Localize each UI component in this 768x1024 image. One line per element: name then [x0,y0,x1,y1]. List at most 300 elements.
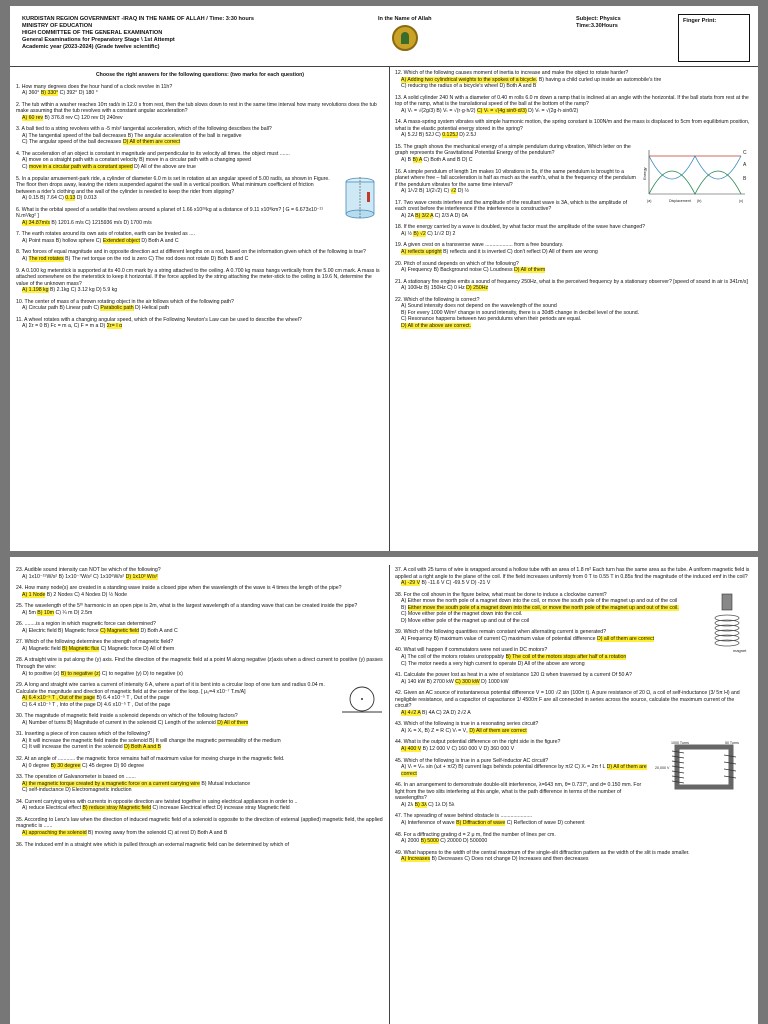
x-axis-label: (a) [647,198,652,203]
question-text: 42. Given an AC source of instantaneous potential difference V = 100 √2 sin (100π t). A pure resistance of 20 Ω, a coil of self-inductance (3/ 5π H) and negligible resistance, and a capacitor of capacitance 1/ 4500π F are all connected in series across the source, calculate the maximum current of the circuit? [395,690,740,710]
x-axis-label: Displacement [669,198,691,203]
bar-magnet [722,594,732,610]
question-text: 11. A wheel rotates with a changing angular speed, which of the Following Newton's Law can be used to describe the wheel? [16,316,302,323]
correct-answer: C) 300 kW [455,678,480,685]
question-text: 7. The earth rotates around its own axis of rotation, earth can be treated as .... [16,231,195,238]
transformer-label: 20,000 V [655,766,670,771]
question [16,639,384,652]
answer-option: A) Sound intensity does not depend on the wavelength of the sound [401,303,557,310]
answer-option: C) Both A and B D) C [422,157,473,164]
answer-option: B) moving away from the solenoid C) at rest D) Both A and B [86,829,228,836]
correct-answer: B) 330° [40,90,59,97]
question [16,657,384,677]
question [16,731,384,751]
answer-options [395,323,751,330]
answer-options [395,580,751,587]
exam-page-1 [10,6,758,551]
question-text: 45. Which of the following is true in a pure Self-inductor AC circuit? [395,757,549,764]
correct-answer: B) A [412,157,423,164]
question [16,774,384,794]
header-line: HIGH COMMITTEE OF THE GENERAL EXAMINATION [22,30,163,37]
question [395,850,751,863]
question-text: 12. Which of the following causes moment of inertia to increase and make the object to rotate harder? [395,70,629,76]
question [16,842,384,849]
page2-right-column [395,567,751,868]
question-text: 14. A mass-spring system vibrates with simple harmonic motion, the spring constant is 100N/m and the mass is displaced to 5cm from equilibrium position, what is the elastic potential energy stored in the spring? [395,119,750,132]
question-text: 22. Which of the following is correct? [395,296,480,303]
question-text: 48. For a diffracting grating d = 2 μ m, find the number of lines per cm. [395,831,556,838]
answer-option: B) reflects and it is inverted C) don't reflect D) All of them are wrong [441,249,598,256]
question-text: 34. Current carrying wires with currents in opposite direction are twisted together in using electrical appliances in order to .. [16,798,298,805]
correct-answer: A) Increases [401,856,431,863]
question-text: 2. The tub within a washer reaches 10π rad/s in 12.0 s from rest, then the tub slows down to rest in the same time interval how many revolutions does the tub make assuming that the tub revolves with a constant angular acceleration? [16,101,377,115]
answer-option: A) Frequency B) Background noise C) Loudness [401,267,515,274]
correct-answer: D) all of them are correct [596,635,655,642]
answer-option: B) The net torque on the rod is zero C) The rod does not rotate D) Both B and C [63,256,249,263]
answer-option: A) Either move the north pole of a magnet down into the coil, or move the south pole of the magnet up and out of the coil [401,598,678,605]
correct-answer: B) 3λ [414,801,427,808]
answer-option: A) 5.2J B) 52J C) [401,132,443,139]
question-text: 3. A ball tied to a string revolves with a -5 m/s² tangential acceleration, which of the following describes the ball? [16,126,272,133]
answer-option: B) 4A C) 2A D) 2√2 A [420,709,471,716]
answer-option: D) All of the above are true [132,164,196,171]
time-label: Time:3.30Hours [576,23,618,30]
question [16,176,384,202]
question-text: 23. Audible sound intensity can NOT be which of the following? [16,567,161,573]
answer-option: D) Both A and C [139,237,179,244]
answer-option: C) to negative (y) D) to negative (x) [100,670,183,677]
answer-options [395,820,751,827]
correct-answer: A) Adding two cylindrical weights to the spokes of a bicycle. [401,76,538,83]
answer-options [16,256,384,263]
question-text: 32. At an angle of ............ the magnetic force remains half of maximum value for moving charge in the magnetic field. [16,756,285,763]
correct-answer: C) Magnetic field [100,627,140,634]
question [16,585,384,598]
question-text: 44. What is the output potential difference on the right side in the figure? [395,739,561,746]
question [395,119,751,139]
answer-options [395,285,751,292]
coil-magnet-figure [705,592,751,654]
question [16,126,384,146]
answer-options [16,592,384,599]
correct-answer: D) Both A and B [124,744,161,751]
question [395,690,751,716]
correct-answer: √2 [450,188,457,195]
x-axis-label: (b) [697,198,702,203]
correct-answer: B) to negative (z) [60,670,101,677]
question-text: 18. If the energy carried by a wave is doubled, by what factor must the amplitude of the wave have changed? [395,224,646,231]
question-text: 16. A simple pendulum of length 1m makes 10 vibrations in 5s, if the same pendulum is brought to a planet where free – fall acceleration is half as much as the earth's, what is the frequency of the pendulum if the pendulum vibrates for the same time interval? [395,168,636,188]
answer-options [395,802,751,809]
answer-option: C) Magnetic force D) All of them [99,645,175,652]
answer-options [395,636,751,643]
answer-option: A) Circular path B) Linear path C) [22,305,101,312]
question [395,567,751,587]
question-text: 6. What is the orbital speed of a setalite that revolves around a planet of 1.66 x10²⁶kg at a distance of 9.11 x10⁸km? [ G = 6.673x10⁻¹¹ N.m²/kg² ] [16,206,324,220]
answer-options [16,90,384,97]
answer-options [16,115,384,122]
question [395,721,751,734]
correct-answer: B) The coil of the motors stops after half of a rotation [505,654,627,661]
answer-option: A) [22,256,29,263]
correct-answer: D) 250Hz [466,285,489,292]
answer-option: C) The angular speed of the ball decreases [22,139,123,146]
question-text: 40. What will happen if commutators were not used in DC motors? [395,647,548,654]
correct-answer: B) reduce stray Magnetic field [82,805,152,812]
answer-options [16,763,384,770]
answer-option: C) 20000 D) 500000 [438,838,488,845]
correct-answer: B) Diffraction of wave [456,819,506,826]
answer-option: B) For every 1000 W/m² change in sound intensity, there is a 30dB change in decibel level of the sound. [401,309,640,316]
question-text: 10. The center of mass of a thrown rotating object in the air follows which of the following path? [16,298,234,305]
answer-options [16,323,384,330]
question [16,299,384,312]
correct-answer: A) 400 V [401,746,422,753]
answer-option: A) Xₗ = X꜀ B) Z = R C) Vₗ = V꜀ [401,727,470,734]
question-list [16,567,384,848]
question-list [395,70,751,330]
correct-answer: move in a circular path with a constant speed [28,164,133,171]
correct-answer: B) √2 [413,230,426,237]
page1-left-column [16,70,384,335]
correct-answer: A) -29 V [401,580,421,587]
answer-options [16,195,384,202]
answer-option: C) [22,164,29,171]
correct-answer: 0.125J [442,132,458,139]
correct-answer: A) reflects upright [401,249,442,256]
answer-option: A) The tangential speed of the ball decreases B) The angular acceleration of the ball is negative [22,132,242,139]
answer-option: A) to positive (z) [22,670,61,677]
y-axis-label: Energy [642,167,647,180]
answer-option: A) 0.15 B) 7.64 C) [22,195,66,202]
question [395,832,751,845]
answer-option: A) Magnetic field [22,645,63,652]
question [16,317,384,330]
answer-option: D) ½ [456,188,469,195]
question [16,799,384,812]
label-b: B [743,175,747,182]
header-line: General Examinations for Preparatory Stage \ 1st Attempt [22,37,175,44]
instructions: Choose the right answers for the following questions: (two marks for each question) [95,72,305,78]
energy-graph-figure [641,144,751,204]
header-divider [10,66,758,67]
ministry-seal-logo [392,25,418,51]
question-text: 9. A 0.100 kg meterstick is supported at its 40.0 cm mark by a string attached to the ceiling. A 0.700 kg mass hangs vertically from the 5.00 cm mark. A mass is attached somewhere on the meterstick to keep it horizontal. If the force applied by the string attaching the meter-stick to the ceiling is 19.6 N, determine the value of the unknown mass? [16,267,380,287]
answer-options [16,805,384,812]
question [16,102,384,122]
correct-answer: Extended object [102,237,140,244]
label-c: C [743,149,747,156]
question-text: 28. A straight wire is put along the (y) axis. Find the direction of the magnetic field at a point M along negative (z)axis when a direct current to positive (y) passes Through the wire: [16,657,383,671]
question [395,672,751,685]
question-text: 35. According to Lenz's law when the direction of induced magnetic field of a solenoid is opposite to the direction of external (applied) magnetic field, the applied magnetic is ...... [16,816,383,830]
answer-option: C) 392° D) 180 ° [58,90,98,97]
question [16,756,384,769]
answer-option: C) It will increase the current in the solenoid [22,744,125,751]
x-axis-label: (c) [739,198,744,203]
answer-option: A) Vₜ = √(2g/3) B) Vₜ = √(r·g·h/2) [401,107,477,114]
question [395,629,751,642]
question [395,242,751,255]
question [395,297,751,330]
question-text: 13. A solid cylinder 240 N with a diameter of 0.40 m rolls 6.0 m down a ramp that is inclined at an angle with the horizontal. If the ball starts from rest at the top of the ramp, what is the translational speed of the ball at the bottom of the ramp? [395,94,749,108]
answer-options [16,720,384,727]
header-left [22,16,254,51]
correct-answer: A) the magnetic torque created by a magnetic force on a current carrying wire [22,780,200,787]
answer-option: B) having a child curled up inside an automobile's tire [537,76,662,83]
answer-option: C) 45 degree D) 90 degree [80,762,145,769]
header-line: Academic year (2023-2024) (Grade twelve scientific) [22,44,160,51]
answer-options [16,164,384,171]
correct-answer: B) Magnetic flux [62,645,100,652]
transformer-label: 1000 Turns [671,741,689,746]
question [16,84,384,97]
answer-option: D) Helical path [133,305,170,312]
answer-options [395,838,751,845]
correct-answer: D) 1x10³ W/s² [125,573,158,580]
answer-options [395,710,751,717]
question-text: 36. The induced emf in a straight wire which is pulled through an external magnetic field can be determined by which of [16,841,289,848]
answer-option: A) Number of turns B) Magnitude of current in the solenoid C) Length of the solenoid [22,719,218,726]
column-divider [389,66,390,551]
transformer-figure [655,739,751,795]
answer-options [395,108,751,115]
answer-option: C) Resonance happens between two pendulums when their periods are equal. [401,316,582,323]
answer-options [395,728,751,735]
subject-label: Subject: Physics [576,16,621,22]
curve-b [649,171,741,194]
question-text: 37. A coil with 25 turns of wire is wrapped around a hollow tube with an area of 1.8 m² Each turn has the same area as the tube. A uniform magnetic field is applied at a right angle to the plane of the coil. If the field increases uniformly from 0 T to 0.55 T in 0.85s find the magnitude of the induced emf in the coil? [395,567,750,580]
answer-options [395,83,751,90]
question [16,567,384,580]
answer-option: B) [401,604,408,611]
question [16,249,384,262]
question-text: 5. In a popular amusement-park ride, a cylinder of diameter 6.0 m is set in rotation at an angular speed of 5.00 rad/s, as shown in Figure. The floor then drops away, leaving the riders suspended against the wall in a vertical position. What minimum coefficient of friction between a rider's clothing and the wall of the cylinder is needed to keep the rider from slipping? [16,175,330,195]
answer-option: D) Both A and C [139,627,178,634]
question [16,621,384,634]
column-divider [389,565,390,1024]
answer-options [16,628,384,635]
answer-option: D) 2.5J [457,132,476,139]
answer-option: A) Interference of wave [401,819,457,826]
answer-option: C) Reflection of wave D) coherent [505,819,585,826]
correct-answer: C) Vₜ = √(4g sinθ·d/3) [476,107,527,114]
question [16,151,384,171]
answer-option: C) 6.4 x10⁻⁵ T , Into of the page D) 4.6 x10⁻⁵ T , Out of the page [22,701,171,708]
correct-answer: 0.13 [65,195,76,202]
answer-option: C) 1/√2 D) 2 [425,230,456,237]
answer-option: B) 12 000 V C) 160 000 V D) 360 000 V [421,746,515,753]
question [395,261,751,274]
answer-options [395,679,751,686]
answer-option: C) 2/3 A D) 0A [433,212,468,219]
answer-options [395,267,751,274]
question [395,279,751,292]
curve-a [649,156,741,179]
correct-answer: A) 60 rev [22,114,44,121]
correct-answer: D) All of them [217,719,249,726]
correct-answer: B) 30 degree [50,762,81,769]
correct-answer: Parabolic path [100,305,134,312]
correct-answer: Either move the south pole of a magnet down into the coil, or move the north pole of the magnet up and out of the coil. [407,604,679,611]
answer-options [16,305,384,312]
question-text: 4. The acceleration of an object is constant in magnitude and perpendicular to its velocity all times. the object must ....... [16,150,290,157]
answer-option: D) Vₜ = √(2g·h·sinθ/2) [526,107,579,114]
answer-option: A) 100Hz B) 150Hz C) 0 Hz [401,285,467,292]
answer-option: A) 2000 [401,838,421,845]
correct-answer: D) All of them are correct [401,764,647,777]
magnet-label: magnet [733,647,747,653]
question-text: 47. The spreading of wave behind obstacle is ...................... [395,813,533,820]
answer-option: C) self-inductance D) Electromagnetic induction [22,787,132,794]
question [16,268,384,294]
question-text: 20. Pitch of sound depends on which of the following? [395,260,519,267]
answer-option: B) Decreases C) Does not change D) Increases and then decreases [430,856,589,863]
answer-option: B) 1201.6 m/s C) 1215936 m/s D) 1700 m/s [49,219,152,226]
answer-options [16,139,384,146]
answer-option: D) 0.013 [75,195,97,202]
answer-option: B) -11.6 V C) -69.5 V D) -21 V [420,580,491,587]
answer-option: C) Move either pole of the magnet down into the coil. [401,611,523,618]
answer-option: A) The coil of the motors rotates unstoppably [401,654,506,661]
question [16,231,384,244]
correct-answer: A) approaching the solenoid [22,829,87,836]
answer-options [395,231,751,238]
answer-option: A) 1x10⁻¹⁵W/s² B) 1x10⁻⁷W/s² C) 1x10⁶W/s² [22,573,126,580]
question-text: 30. The magnitude of magnetic field inside a solenoid depends on which of the following factors? [16,713,238,720]
answer-option: A) Electric field B) Magnetic force [22,627,101,634]
answer-option: A) reduce Electrical effect [22,805,83,812]
answer-option: B) 6.4 x10⁻⁵ T , Out of the page [95,695,170,702]
question [395,70,751,90]
answer-options [395,618,751,625]
correct-answer: A) 6.4 x10⁻⁵ T , Out of the page [22,695,96,702]
answer-option: A) 0 degree [22,762,51,769]
answer-option: A) It will increase the magnetic field inside the solenoid B) It will change the magnetic permeability of the medium [22,737,281,744]
answer-options [16,671,384,678]
correct-answer: B) 10m [37,609,55,616]
answer-options [16,702,384,709]
correct-answer: D) All of them [514,267,546,274]
question-text: 24. How many node(s) are created in a standing wave inside a closed pipe when the wavelength of the wave is 4 times the length of the pipe? [16,585,342,592]
answer-option: C) The motor needs a very high current to operate D) All of the above are wrong [401,660,585,667]
answer-options [16,220,384,227]
answer-option: A) Point mass B) hollow sphere C) [22,237,103,244]
answer-options [395,249,751,256]
answer-options [16,610,384,617]
question-text: 1. How many degrees does the hour hand of a clock revolve in 11h? [16,83,173,90]
answer-option: A) 5m [22,609,38,616]
answer-option: A) Στ = 0 B) Fc = m a, C) F = m a D) [22,323,107,330]
question-text: 25. The wavelength of the 5ᵗʰ harmonic in an open pipe is 2m, what is the largest wavelength of a standing wave that can be created inside the pipe? [16,603,358,610]
question-text: 38. For the coil shown in the figure below, what must be done to induce a clockwise current? [395,591,607,598]
answer-option: B) 376.8 rev C) 120 rev D) 240rev [43,114,123,121]
answer-options [16,238,384,245]
question-text: 27. Which of the following determines the strength of magnetic field? [16,639,174,646]
answer-option: B) 2.1kg C) 3.12 kg D) 5.9 kg [48,287,118,294]
page1-right-column [395,70,751,335]
exam-header [10,6,758,68]
question-text: 41. Calculate the power lost as heat in a wire of resistance 120 Ω when traversed by a current Of 50 A? [395,672,632,679]
question-text: 26. ........is a region in which magnetic force can determined? [16,621,156,628]
answer-options [16,744,384,751]
question [395,95,751,115]
page2-left-column [16,567,384,853]
answer-option: C) 1λ D) 5λ [426,801,455,808]
correct-answer: A) 34.87m/s [22,219,50,226]
correct-answer: The rod rotates [28,256,64,263]
correct-answer: B) 3/2 A [415,212,434,219]
answer-option: C) ¼ m D) 2.5m [54,609,93,616]
answer-options [16,287,384,294]
answer-options [16,574,384,581]
answer-options [395,132,751,139]
question-text: 29. A long and straight wire carries a current of intensity 6 A, where a part of it is bent into a circular loop of one turn and radius 0.04 m. Calculate the magnitude and direction of magnetic field at the center of the loop. [ μ₀=4 x10⁻⁷ T.m/A] [16,682,325,695]
label-a: A [743,161,747,168]
question [16,682,384,708]
question [16,817,384,837]
answer-option: A) 140 kW B) 2700 kW [401,678,456,685]
header-center: In the Name of Allah [378,16,432,22]
answer-options [16,646,384,653]
answer-option: A) B [401,157,413,164]
question-text: 19. A given crest on a transverse wave ................... from a free boundary. [395,242,564,249]
question-list [395,567,751,863]
question-text: 17. Two wave crests interfere and the amplitude of the resultant wave is 3A, which is the amplitude of each crest before the interference if the interference is constructive? [395,199,628,213]
finger-print-box: Finger Print: [678,14,750,62]
correct-answer: D) All of the above are correct. [401,322,472,329]
answer-options [395,661,751,668]
answer-option: D) 1000 kW [479,678,509,685]
correct-answer: B) 5000 [420,838,439,845]
header-subject [576,16,621,31]
question-text: 31. Inserting a piece of iron causes which of the following? [16,731,151,738]
question-text: 46. In an arrangement to demonstrate double-slit interference, λ=643 nm, θ= 0.737°, and d= 0.150 mm. For light from the two slits interfering at this angle, what is the path difference in terms of the number of wavelengths? [395,782,642,802]
answer-option: A) 360° [22,90,41,97]
question-text: 21. A stationary fire engine emits a sound of frequency 250Hz, what is the perceived frequency by a stationary observer? [speed of sound in air is 341m/s] [395,278,748,285]
correct-answer: D) All of them are correct [469,727,527,734]
answer-option: A) 2A [401,212,416,219]
answer-option: A) ½ [401,230,414,237]
question [395,813,751,826]
question-list [16,84,384,330]
transformer-core [677,747,731,787]
answer-options [16,787,384,794]
question [395,647,751,667]
answer-option: D) Move either pole of the magnet up and out of the coil [401,617,530,624]
question-text: 15. The graph shows the mechanical energy of a simple pendulum during vibration, Which letter on the graph represents the Gravitational Potential Energy of the pendulum? [395,143,631,157]
question-text: 8. Two forces of equal magnitude and in opposite direction act at different lengths on a rod, based on the information given which of the following is true? [16,249,366,256]
answer-option: A) Frequency B) maximum value of current C) maximum value of potential difference [401,635,597,642]
answer-option: A) move on a straight path with a constant velocity B) move in a circular path with a changing speed [22,157,251,164]
question-text: 33. The operation of Galvanometer is based on ....... [16,774,136,781]
rider-figure [367,192,370,202]
rotating-cylinder-figure [336,176,384,220]
answer-options [395,213,751,220]
answer-option: B) Mutual inductance [199,780,251,787]
answer-option: A) 1/√2 B) 1/(2√2) C) [401,188,451,195]
answer-option: B) 2 Nodes C) 4 Nodes D) ½ Node [45,591,127,598]
loop-center [361,698,363,700]
correct-answer: Στ= I α [106,323,123,330]
wire-loop-figure [340,682,384,722]
answer-option: C) increase Electrical effect D) increase stray Magnetic field [151,805,290,812]
question [395,224,751,237]
question [16,207,384,227]
question [16,713,384,726]
correct-answer: A) 1 Node [22,591,46,598]
correct-answer: A) 4√2 A [401,709,421,716]
